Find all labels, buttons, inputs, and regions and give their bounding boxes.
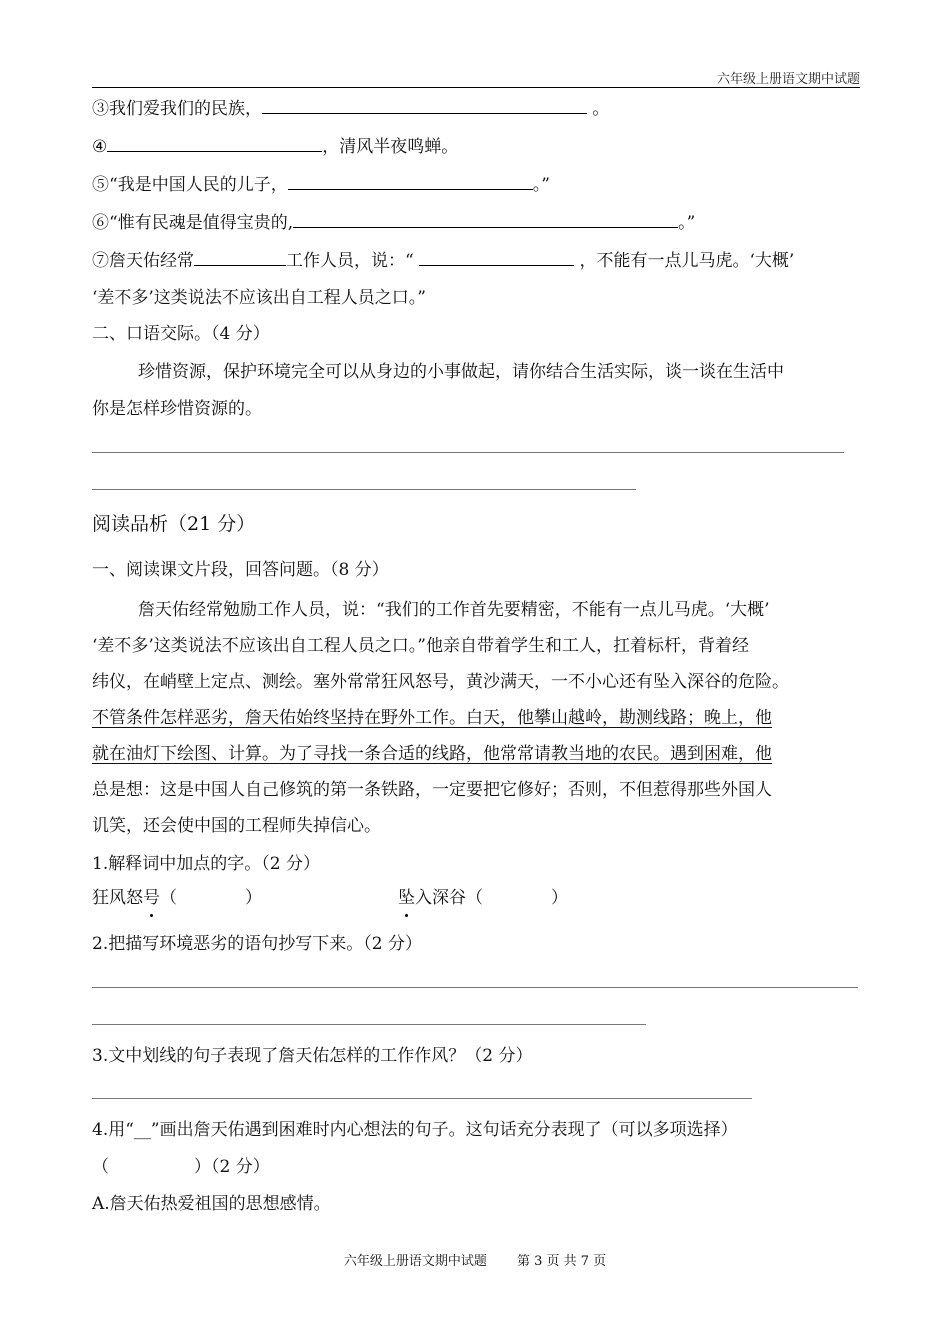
q1-word1-prefix: 狂风怒 [92, 888, 143, 908]
passage-line: 詹天佑经常勉励工作人员，说：“我们的工作首先要精密，不能有一点儿马虎。‘大概’ [138, 600, 770, 620]
question-3: 3.文中划线的句子表现了詹天佑怎样的工作作风？（2 分） [92, 1046, 533, 1066]
question-1: 1.解释词中加点的字。（2 分） [92, 854, 320, 874]
fill-item-4-num: ④ [92, 137, 108, 157]
oral-prompt-line2: 你是怎样珍惜资源的。 [92, 399, 262, 419]
fill-item-7-part3: ，不能有一点儿马虎。‘大概’ [574, 251, 795, 271]
fill-item-6-text: ⑥“惟有民魂是值得宝贵的, [92, 213, 294, 233]
answer-line[interactable] [92, 987, 858, 988]
answer-line[interactable] [92, 489, 636, 490]
page-footer [0, 1250, 950, 1269]
header-divider [92, 87, 860, 88]
q4-answer-paren[interactable]: （ ）（2 分） [92, 1157, 270, 1177]
fill-item-7 [92, 248, 794, 273]
fill-item-3-text: ③我们爱我们的民族， [92, 99, 262, 119]
fill-item-6-end: 。” [678, 213, 696, 233]
emphasis-dot-char: 号 [143, 888, 160, 908]
passage-line: ‘差不多’这类说法不应该出自工程人员之口。”他亲自带着学生和工人，扛着标杆，背着经 [92, 636, 749, 656]
passage-line: 纬仪，在峭壁上定点、测绘。塞外常常狂风怒号，黄沙满天，一不小心还有坠入深谷的危险。 [92, 672, 789, 692]
answer-blank[interactable] [419, 248, 574, 266]
answer-blank[interactable] [293, 210, 678, 228]
passage-line: 讥笑，还会使中国的工程师失掉信心。 [92, 816, 381, 836]
answer-paren[interactable]: （ ） [466, 888, 568, 908]
answer-blank[interactable] [107, 134, 322, 152]
answer-line[interactable] [92, 452, 844, 453]
fill-item-3-end: 。 [587, 99, 610, 119]
q1-word-2 [398, 886, 568, 910]
reading-part-heading: 一、阅读课文片段，回答问题。（8 分） [92, 560, 389, 580]
fill-item-4-text: ，清风半夜鸣蝉。 [322, 137, 459, 157]
fill-item-5 [92, 172, 550, 197]
fill-item-4 [92, 134, 458, 159]
answer-line[interactable] [92, 1098, 752, 1099]
fill-item-6 [92, 210, 695, 235]
fill-item-5-end: 。” [532, 175, 550, 195]
q1-word-1 [92, 886, 262, 910]
q1-word2-suffix: 入深谷 [415, 888, 466, 908]
passage-line-underlined: 不管条件怎样恶劣，詹天佑始终坚持在野外工作。白天，他攀山越岭，勘测线路；晚上，他 [92, 708, 772, 728]
answer-blank[interactable] [194, 248, 286, 266]
oral-prompt-line1: 珍惜资源，保护环境完全可以从身边的小事做起，请你结合生活实际，谈一谈在生活中 [138, 362, 784, 382]
oral-heading: 二、口语交际。（4 分） [92, 324, 270, 344]
passage-line: 总是想：这是中国人自己修筑的第一条铁路，一定要把它修好；否则，不但惹得那些外国人 [92, 780, 772, 800]
reading-section-title: 阅读品析（21 分） [92, 513, 256, 535]
answer-line[interactable] [92, 1024, 646, 1025]
fill-item-7-part2: 工作人员，说：“ [286, 251, 420, 271]
fill-item-3 [92, 96, 609, 121]
fill-item-7-part1: ⑦詹天佑经常 [92, 251, 194, 271]
passage-line-underlined: 就在油灯下绘图、计算。为了寻找一条合适的线路，他常常请教当地的农民。遇到困难，他 [92, 744, 772, 764]
emphasis-dot-char: 坠 [398, 888, 415, 908]
question-4: 4.用“__”画出詹天佑遇到困难时内心想法的句子。这句话充分表现了（可以多项选择） [92, 1120, 738, 1140]
footer-title: 六年级上册语文期中试题 [343, 1254, 487, 1269]
fill-item-7-line2: ‘差不多’这类说法不应该出自工程人员之口。” [92, 288, 426, 308]
fill-item-5-text: ⑤“我是中国人民的儿子， [92, 175, 288, 195]
q4-option-a: A.詹天佑热爱祖国的思想感情。 [92, 1194, 331, 1214]
answer-blank[interactable] [288, 172, 533, 190]
page-header-title: 六年级上册语文期中试题 [716, 72, 860, 87]
answer-paren[interactable]: （ ） [160, 888, 262, 908]
question-2: 2.把描写环境恶劣的语句抄写下来。（2 分） [92, 934, 422, 954]
page-number: 第 3 页 共 7 页 [516, 1254, 607, 1269]
answer-blank[interactable] [262, 96, 587, 114]
